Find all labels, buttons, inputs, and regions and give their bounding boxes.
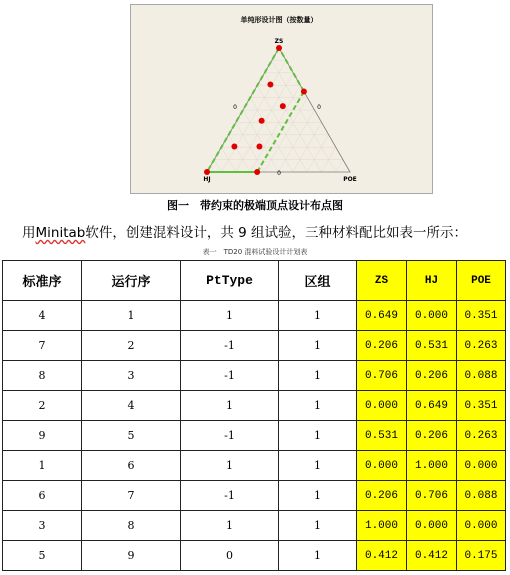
table-cell: 1 — [279, 541, 357, 571]
table-cell: 0.206 — [407, 421, 457, 451]
table-cell: 7 — [3, 331, 82, 361]
table-cell: 1 — [279, 331, 357, 361]
table-cell: 3 — [82, 361, 181, 391]
table-cell: 1 — [279, 511, 357, 541]
table-cell: 0.175 — [457, 541, 506, 571]
intro-pre: 用 — [22, 225, 36, 241]
software-name: Minitab — [35, 225, 86, 241]
table-cell: 0.000 — [407, 511, 457, 541]
table-row — [3, 451, 506, 481]
table-cell: 9 — [82, 541, 181, 571]
design-point — [259, 118, 265, 124]
table-cell: 1 — [279, 391, 357, 421]
grid-line — [272, 60, 336, 172]
table-cell: 4 — [82, 391, 181, 421]
grid-line — [336, 160, 343, 172]
table-cell: 1 — [181, 511, 279, 541]
table-row — [3, 331, 506, 361]
table-cell: 1 — [279, 481, 357, 511]
table-row — [3, 361, 506, 391]
figure-title: 单纯形设计图（按数量） — [240, 16, 318, 24]
table-cell: 5 — [82, 421, 181, 451]
column-header: ZS — [357, 261, 407, 301]
table-cell: 4 — [3, 301, 82, 331]
ternary-plot — [131, 5, 432, 193]
table-cell: 0.000 — [457, 511, 506, 541]
ternary-figure — [130, 4, 433, 194]
table-cell: 1 — [279, 451, 357, 481]
table-cell: 0.412 — [407, 541, 457, 571]
table-cell: 0.351 — [457, 391, 506, 421]
edge-zero-right: 0 — [317, 104, 321, 111]
column-header: 运行序 — [82, 261, 181, 301]
design-point — [267, 81, 273, 87]
table-cell: 0.531 — [407, 331, 457, 361]
column-header: PtType — [181, 261, 279, 301]
table-cell: 0.088 — [457, 481, 506, 511]
table-cell: 1.000 — [407, 451, 457, 481]
table-cell: -1 — [181, 481, 279, 511]
grid-line — [279, 110, 315, 172]
intro-paragraph — [22, 221, 467, 241]
table-cell: 1 — [181, 391, 279, 421]
ternary-grid — [214, 60, 343, 172]
table-cell: 1 — [82, 301, 181, 331]
table-cell: 9 — [3, 421, 82, 451]
table-row — [3, 391, 506, 421]
design-point — [256, 143, 262, 149]
figure-caption: 图一 带约束的极端顶点设计布点图 — [167, 199, 343, 212]
table-cell: 8 — [3, 361, 82, 391]
column-header: POE — [457, 261, 506, 301]
table-cell: 0.263 — [457, 331, 506, 361]
constraint-edge-diagonal — [257, 92, 304, 172]
vertex-label-poe: POE — [343, 176, 357, 183]
table-cell: 1 — [279, 301, 357, 331]
table-cell: 0.351 — [457, 301, 506, 331]
table-cell: 5 — [3, 541, 82, 571]
design-point — [204, 169, 210, 175]
table-row — [3, 511, 506, 541]
table-row — [3, 541, 506, 571]
table-cell: 1 — [181, 451, 279, 481]
table-cell: 1.000 — [357, 511, 407, 541]
vertex-label-hj: HJ — [203, 176, 211, 183]
table-cell: 0.706 — [407, 481, 457, 511]
table-cell: 0.706 — [357, 361, 407, 391]
table-cell: 3 — [3, 511, 82, 541]
table-cell: 0 — [181, 541, 279, 571]
table-cell: 6 — [3, 481, 82, 511]
design-point — [231, 143, 237, 149]
table-cell: 0.206 — [357, 331, 407, 361]
grid-line — [229, 135, 250, 172]
table-cell: -1 — [181, 361, 279, 391]
edge-zero-bottom: 0 — [277, 170, 281, 177]
table-row — [3, 421, 506, 451]
table-row — [3, 481, 506, 511]
grid-line — [307, 135, 329, 172]
design-point — [276, 45, 282, 51]
table-cell: 7 — [82, 481, 181, 511]
vertex-label-zs: ZS — [274, 38, 284, 45]
design-point — [254, 169, 260, 175]
table-cell: 1 — [181, 301, 279, 331]
design-table — [2, 260, 506, 571]
table-cell: 0.263 — [457, 421, 506, 451]
table-caption: 表一 TD20 混料试验设计计划表 — [202, 248, 308, 256]
intro-post: 软件，创建混料设计，共 9 组试验，三种材料配比如表一所示： — [85, 225, 468, 241]
grid-line — [214, 160, 221, 172]
grid-line — [250, 85, 300, 172]
table-cell: 0.000 — [357, 391, 407, 421]
edge-zero-left: 0 — [233, 104, 237, 111]
table-cell: 0.206 — [357, 481, 407, 511]
table-cell: 0.649 — [407, 391, 457, 421]
table-cell: 0.000 — [357, 451, 407, 481]
table-cell: 0.088 — [457, 361, 506, 391]
table-cell: 0.412 — [357, 541, 407, 571]
table-cell: 0.000 — [457, 451, 506, 481]
table-cell: 2 — [82, 331, 181, 361]
column-header: 区组 — [279, 261, 357, 301]
design-point — [301, 89, 307, 95]
table-cell: 1 — [3, 451, 82, 481]
table-cell: 0.000 — [407, 301, 457, 331]
design-point — [280, 103, 286, 109]
table-cell: -1 — [181, 421, 279, 451]
table-cell: 1 — [279, 361, 357, 391]
table-header-row — [3, 261, 506, 301]
table-body — [3, 301, 506, 571]
table-row — [3, 301, 506, 331]
table-cell: 0.649 — [357, 301, 407, 331]
table-cell: 0.531 — [357, 421, 407, 451]
table-cell: 2 — [3, 391, 82, 421]
table-cell: 6 — [82, 451, 181, 481]
table-cell: 0.206 — [407, 361, 457, 391]
table-cell: 1 — [279, 421, 357, 451]
grid-line — [221, 60, 286, 172]
table-cell: 8 — [82, 511, 181, 541]
table-cell: -1 — [181, 331, 279, 361]
column-header: HJ — [407, 261, 457, 301]
column-header: 标准序 — [3, 261, 82, 301]
